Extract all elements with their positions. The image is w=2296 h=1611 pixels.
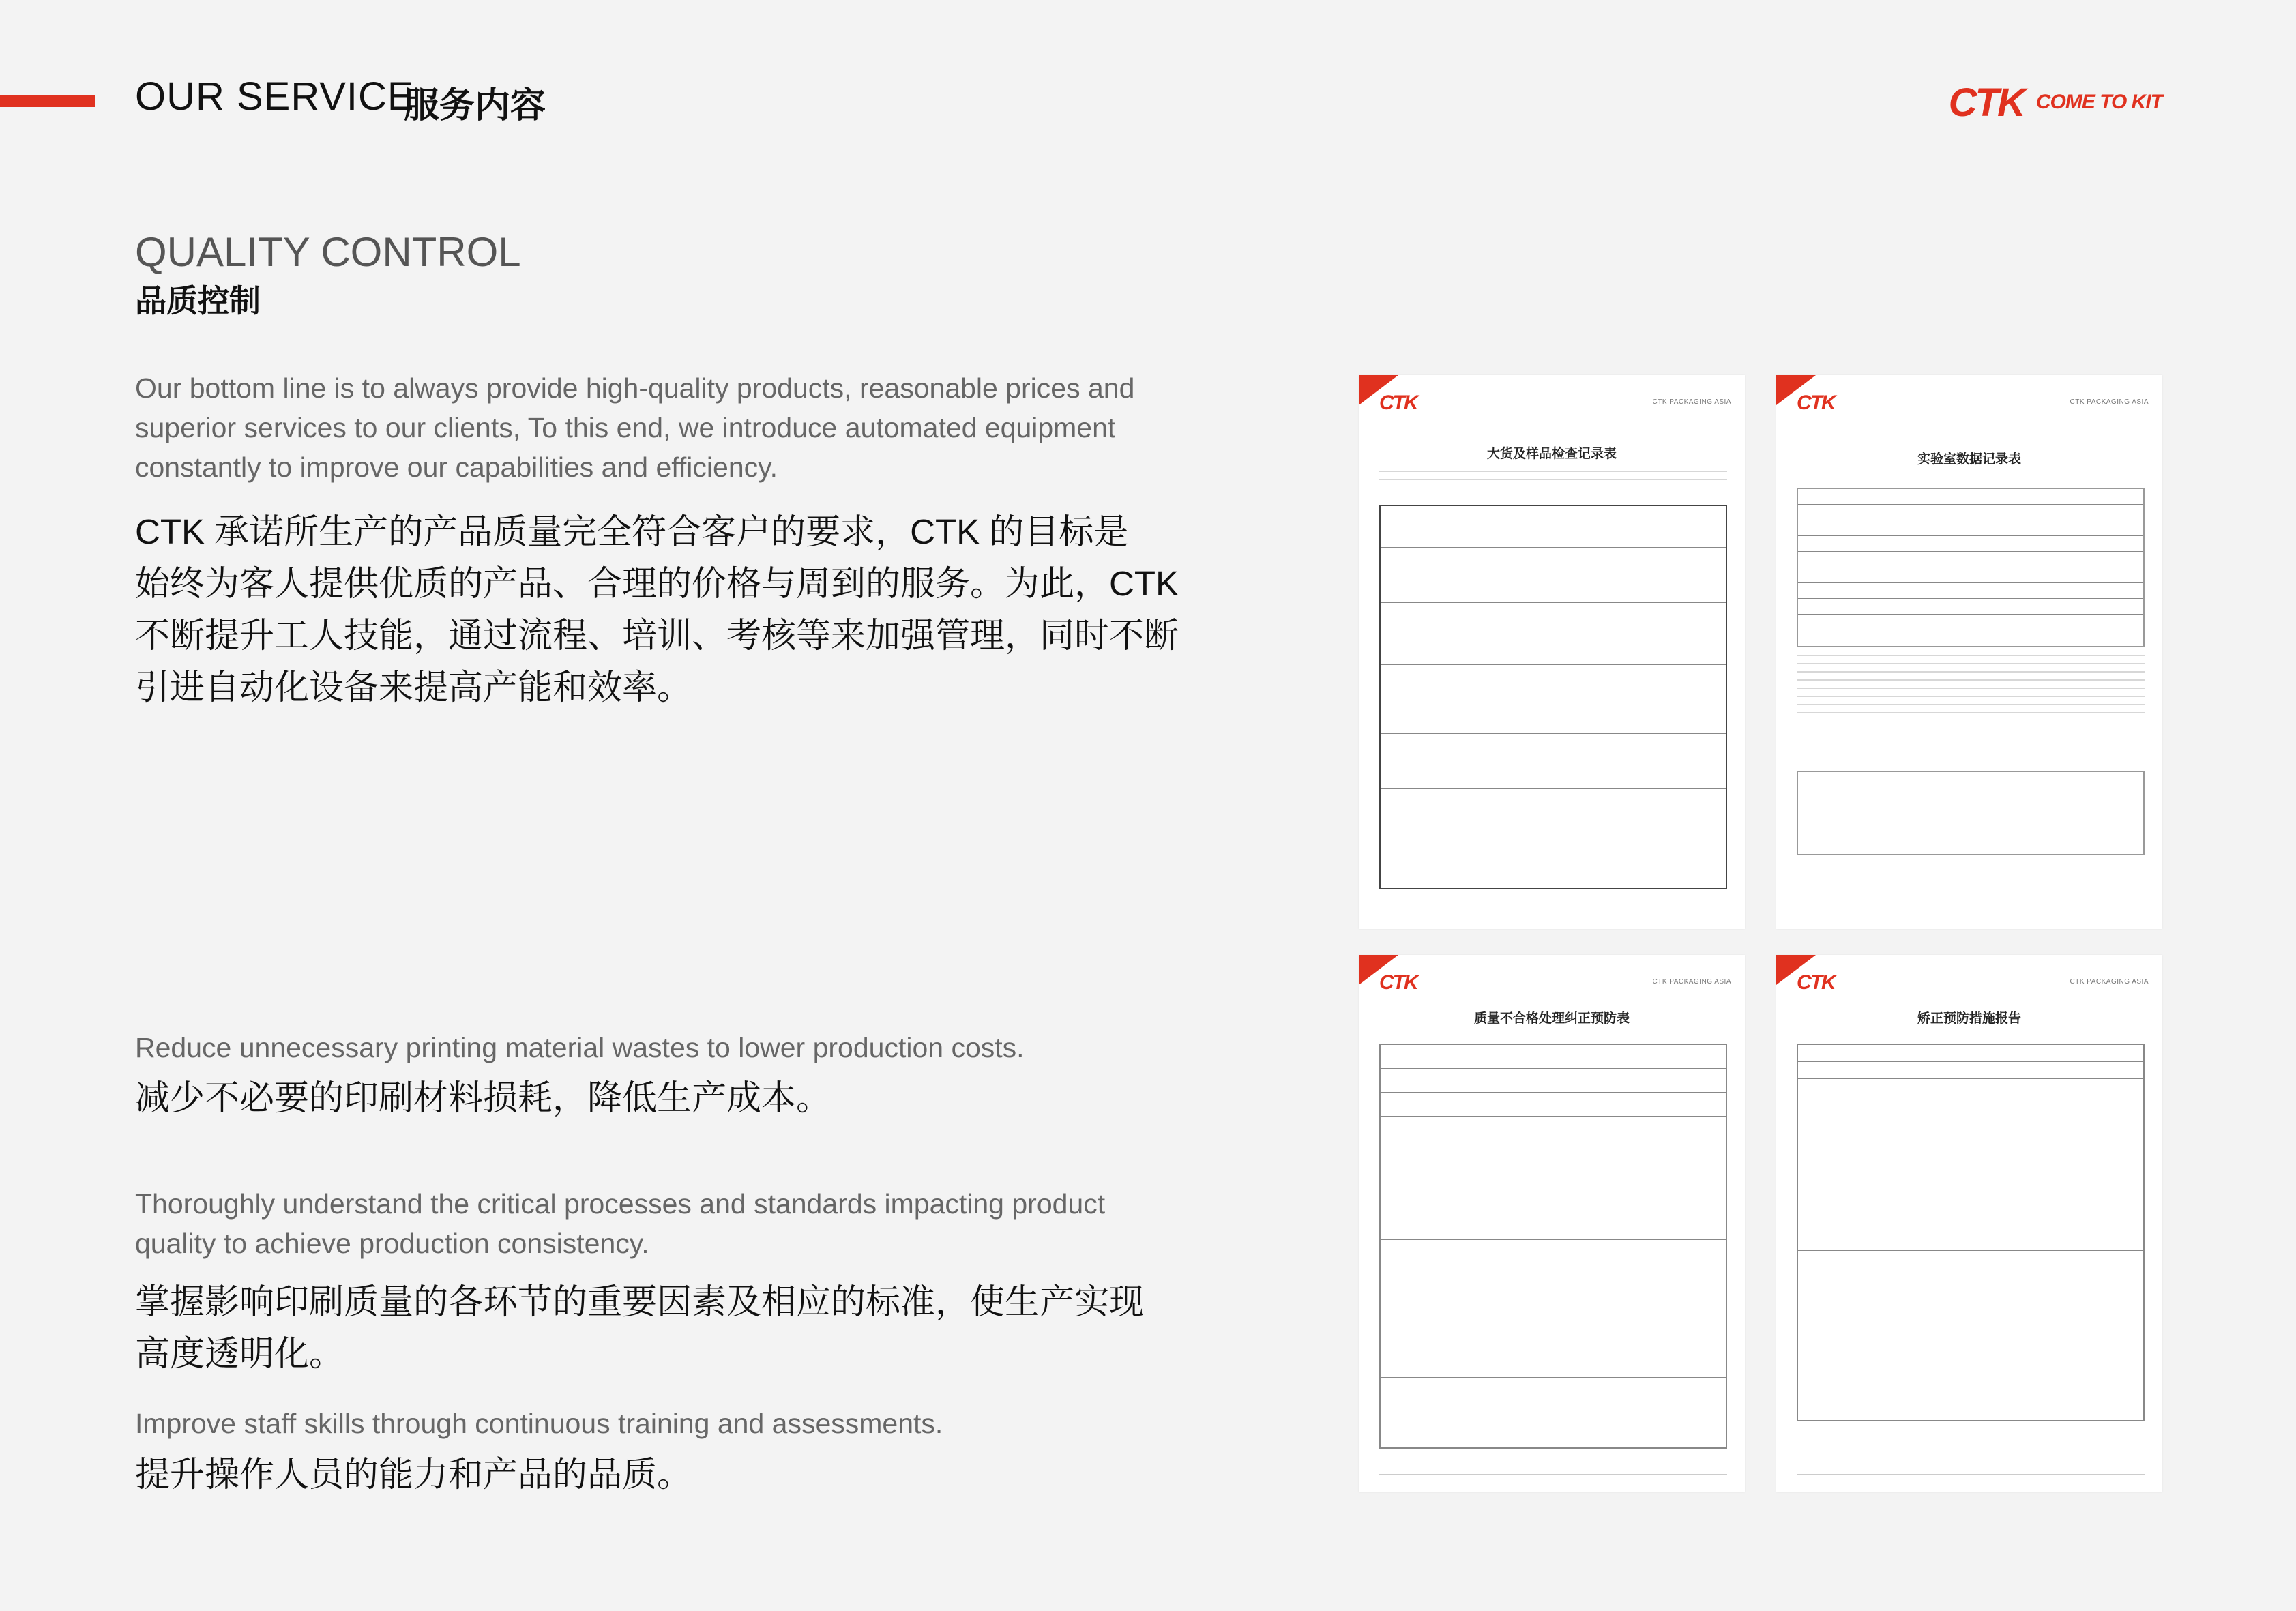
card-footer [1797, 1474, 2145, 1483]
brand-logo [1949, 82, 2162, 123]
logo-mark: CTK [1948, 80, 2024, 125]
document-card-inspection [1359, 375, 1745, 929]
point-2-zh-line: 掌握影响印刷质量的各环节的重要因素及相应的标准，使生产实现 [135, 1282, 1145, 1321]
point-3-en [135, 1404, 1199, 1443]
intro-zh [135, 506, 1199, 713]
intro-zh-line: CTK 承诺所生产的产品质量完全符合客户的要求，CTK 的目标是 [135, 512, 1129, 551]
page-title-en: OUR SERVICE [135, 74, 415, 119]
card-title: 质量不合格处理纠正预防表 [1473, 1011, 1630, 1026]
card-logo: CTK [1379, 391, 1417, 414]
page-title-zh: 服务内容 [404, 86, 546, 125]
intro-en-line: superior services to our clients, To this end, we introduce automated equipment [135, 412, 1116, 443]
lab-text-lines [1797, 655, 2145, 720]
card-header: CTK PACKAGING ASIA [1652, 398, 1731, 406]
intro-en-line: Our bottom line is to always provide high-quality products, reasonable prices and [135, 372, 1135, 404]
section-title-zh: 品质控制 [135, 283, 261, 319]
point-1-zh [135, 1072, 1199, 1124]
point-2-zh-line: 高度透明化。 [135, 1334, 344, 1373]
card-title: 实验室数据记录表 [1917, 452, 2021, 467]
intro-zh-line: 始终为客人提供优质的产品、合理的价格与周到的服务。为此，CTK [135, 564, 1179, 603]
card-logo: CTK [1797, 971, 1835, 994]
section-title-en: QUALITY CONTROL [135, 229, 521, 275]
card-title: 矫正预防措施报告 [1917, 1011, 2021, 1026]
lab-table [1797, 488, 2145, 647]
card-logo: CTK [1379, 971, 1417, 994]
card-title: 大货及样品检查记录表 [1486, 447, 1617, 461]
card-header: CTK PACKAGING ASIA [1652, 978, 1731, 986]
point-2-en [135, 1184, 1199, 1263]
point-3-zh [135, 1449, 1199, 1501]
card-header: CTK PACKAGING ASIA [2070, 398, 2149, 406]
form-table [1379, 505, 1727, 889]
intro-zh-line: 引进自动化设备来提高产能和效率。 [135, 668, 692, 707]
logo-tagline: COME TO KIT [2035, 91, 2162, 113]
point-2-en-line: Thoroughly understand the critical processes and standards impacting product [135, 1188, 1106, 1220]
document-card-corrective [1776, 955, 2162, 1492]
intro-en [135, 368, 1199, 487]
point-2-zh [135, 1276, 1199, 1380]
nonconformance-table [1379, 1044, 1727, 1449]
corrective-table [1797, 1044, 2145, 1421]
point-1-zh-line: 减少不必要的印刷材料损耗，降低生产成本。 [135, 1078, 831, 1117]
form-header-lines [1379, 471, 1727, 487]
point-3-en-line: Improve staff skills through continuous training and assessments. [135, 1408, 943, 1439]
intro-en-line: constantly to improve our capabilities and efficiency. [135, 452, 778, 483]
card-header: CTK PACKAGING ASIA [2070, 978, 2149, 986]
point-3-zh-line: 提升操作人员的能力和产品的品质。 [135, 1455, 692, 1494]
point-1-en-line: Reduce unnecessary printing material wastes to lower production costs. [135, 1032, 1025, 1063]
document-card-nonconformance [1359, 955, 1745, 1492]
document-card-lab [1776, 375, 2162, 929]
lab-result-table [1797, 771, 2145, 855]
intro-zh-line: 不断提升工人技能，通过流程、培训、考核等来加强管理，同时不断 [135, 616, 1179, 655]
point-2-en-line: quality to achieve production consistency. [135, 1228, 649, 1259]
header-accent-bar [0, 95, 95, 107]
card-logo: CTK [1797, 391, 1835, 414]
point-1-en [135, 1028, 1199, 1067]
card-footer [1379, 1474, 1727, 1483]
